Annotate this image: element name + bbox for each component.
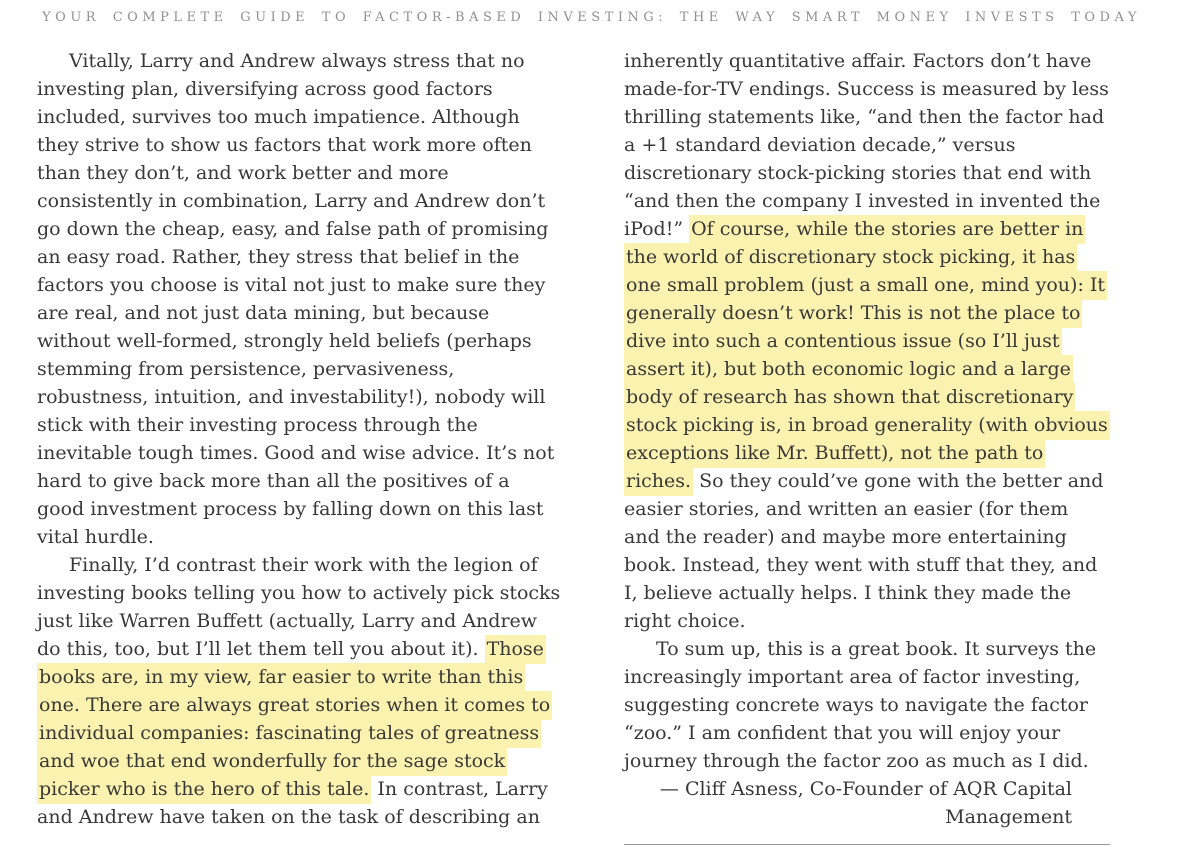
text-segment: Vitally, Larry and Andrew always stress that no investing plan, diversifying across good factors included, survives too much impatience. Although they strive to show us factors that work more often than they don’t, and work better and more consistently in combination, Larry and Andrew don’t go down the cheap, easy, and false path of promising an easy road. Rather, they stress that belief in the factors you choose is vital not just to make sure they are real, and not just data mining, but because without well-formed, strongly held beliefs (perhaps stemming from persistence, pervasiveness, robustness, intuition, and investability!), nobody will stick with their investing process through the inevitable tough times. Good and wise advice. It’s not hard to give back more than all the positives of a good investment process by falling down on this last vital hurdle.: [37, 50, 555, 548]
text-segment: inherently quantitative affair. Factors don’t have made-for-TV endings. Success is measured by less thrilling statements like, “and then the factor had a +1 standard deviation decade,” versus discretionary stock-picking stories that end with “and then the company I invested in invented the iPod!”: [624, 50, 1109, 240]
paragraph: [37, 551, 561, 831]
text-segment: In contrast, Larry and Andrew have taken on the task of describing an: [37, 778, 548, 828]
paragraph: [624, 635, 1110, 775]
text-segment: To sum up, this is a great book. It surveys the increasingly important area of factor investing, suggesting concrete ways to navigate the factor “zoo.” I am confident that you will enjoy your journey through the factor zoo as much as I did.: [624, 638, 1097, 772]
text-segment: Finally, I’d contrast their work with the legion of investing books telling you how to actively pick stocks just like Warren Buffett (actually, Larry and Andrew do this, too, but I’ll let them tell you about it).: [37, 554, 561, 660]
book-page: [0, 10, 1183, 845]
two-column-text-area: [0, 47, 1183, 845]
text-column-left: [37, 47, 561, 845]
highlighted-text[interactable]: Of course, while the stories are better in the world of discretionary stock picking, it has one small problem (just a small one, mind you): It generally doesn’t work! This is not the place to dive into such a contentious issue (so I’ll just assert it), but both economic logic and a large body of research has shown that discretionary stock picking is, in broad generality (with obvious exceptions like Mr. Buffett), not the path to riches.: [624, 215, 1110, 496]
attribution-line: [624, 775, 1110, 831]
running-header: YOUR COMPLETE GUIDE TO FACTOR-BASED INVESTING: THE WAY SMART MONEY INVESTS TODAY: [42, 10, 1141, 25]
section-divider-rule: [624, 844, 1110, 845]
text-column-right: [624, 47, 1110, 845]
paragraph: [624, 47, 1110, 635]
text-segment: — Cliff Asness, Co-Founder of AQR Capital Management: [659, 778, 1072, 828]
highlighted-text[interactable]: Those books are, in my view, far easier to write than this one. There are always great stories when it comes to individual companies: fascinating tales of greatness and woe that end wonderfully for the sage stock picker who is the hero of this tale.: [37, 635, 552, 804]
text-segment: So they could’ve gone with the better and easier stories, and written an easier (for them and the reader) and maybe more entertaining book. Instead, they went with stuff that they, and I, believe actually helps. I think they made the right choice.: [624, 470, 1104, 632]
paragraph: [37, 47, 561, 551]
